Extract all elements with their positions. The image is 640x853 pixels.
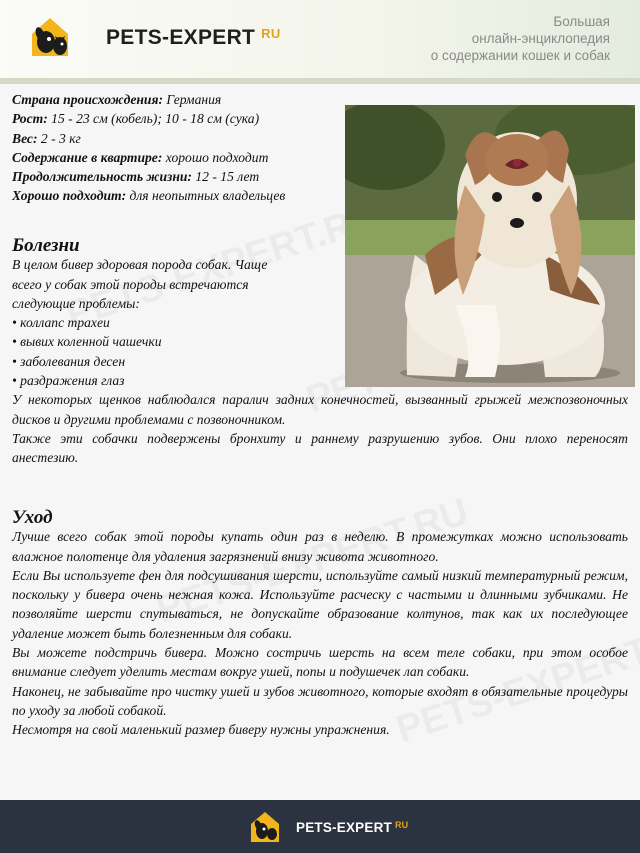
fact-lifespan: Продолжительность жизни: 12 - 15 лет: [12, 169, 260, 185]
footer-brand-suffix: RU: [394, 820, 409, 830]
fact-origin: Страна происхождения: Германия: [12, 92, 222, 107]
site-tagline: Большая онлайн-энциклопедия о содержании кошек и собак: [430, 14, 610, 63]
brand-name[interactable]: PETS-EXPERT $^{RU}$: [106, 26, 281, 49]
breed-facts: [12, 90, 352, 206]
footer-brand[interactable]: PETS-EXPERT $^{RU}$: [296, 820, 409, 835]
diseases-list: [12, 313, 628, 390]
pets-expert-logo-icon[interactable]: [24, 12, 84, 62]
fact-height: Рост: 15 - 23 см (кобель); 10 - 18 см (сука): [12, 111, 260, 127]
care-section: [12, 508, 628, 740]
fact-apartment: Содержание в квартире: хорошо подходит: [12, 149, 269, 165]
care-paragraph: Несмотря на свой маленький размер биверу нужны упражнения.: [12, 722, 390, 738]
header-divider: [0, 78, 640, 84]
brand-suffix: RU: [261, 26, 281, 41]
site-header: [0, 0, 640, 82]
diseases-paragraph: Также эти собачки подвержены бронхиту и раннему разрушению зубов. Они плохо переносят анестезию.: [12, 430, 628, 466]
care-paragraph: Наконец, не забывайте про чистку ушей и зубов животного, которые входят в обязательные процедуры по уходу за любой собакой.: [12, 683, 628, 718]
diseases-section: [12, 236, 628, 468]
fact-suitable: Хорошо подходит: для неопытных владельцев: [12, 188, 286, 204]
care-paragraph: Вы можете подстричь бивера. Можно состричь шерсть на всем теле собаки, при этом особое внимание следует уделить местам вокруг ушей, попы и подушечек лап собаки.: [12, 645, 628, 680]
section-title-care: Уход: [12, 507, 53, 528]
section-title-diseases: Болезни: [12, 235, 80, 256]
care-paragraph: Если Вы используете фен для подсушивания шерсти, используйте самый низкий температурный режим, поскольку у бивера очень нежная кожа. Используйте расческу с частыми и длинными зубчиками. Не позволяйте шерсти спутываться, не допускайте образование колтунов, так как их последующее удаление может быть болезненным для собаки.: [12, 567, 628, 641]
care-paragraph: Лучше всего собак этой породы купать один раз в неделю. В промежутках можно использовать влажное полотенце для удаления загрязнений внизу живота животного.: [12, 529, 628, 564]
site-footer: [0, 800, 640, 853]
list-item: • заболевания десен: [12, 353, 126, 369]
footer-logo-icon[interactable]: [247, 808, 285, 846]
diseases-paragraph: У некоторых щенков наблюдался паралич задних конечностей, вызванный грыжей межпозвоночных дисков и другими проблемами с позвоночником.: [12, 392, 628, 427]
list-item: • вывих коленной чашечки: [12, 334, 162, 350]
fact-weight: Вес: 2 - 3 кг: [12, 130, 81, 146]
list-item: • раздражения глаз: [12, 373, 125, 389]
diseases-intro: В целом бивер здоровая порода собак. Чаще всего у собак этой породы встречаются следующие проблемы:: [12, 257, 268, 311]
list-item: • коллапс трахеи: [12, 315, 110, 331]
